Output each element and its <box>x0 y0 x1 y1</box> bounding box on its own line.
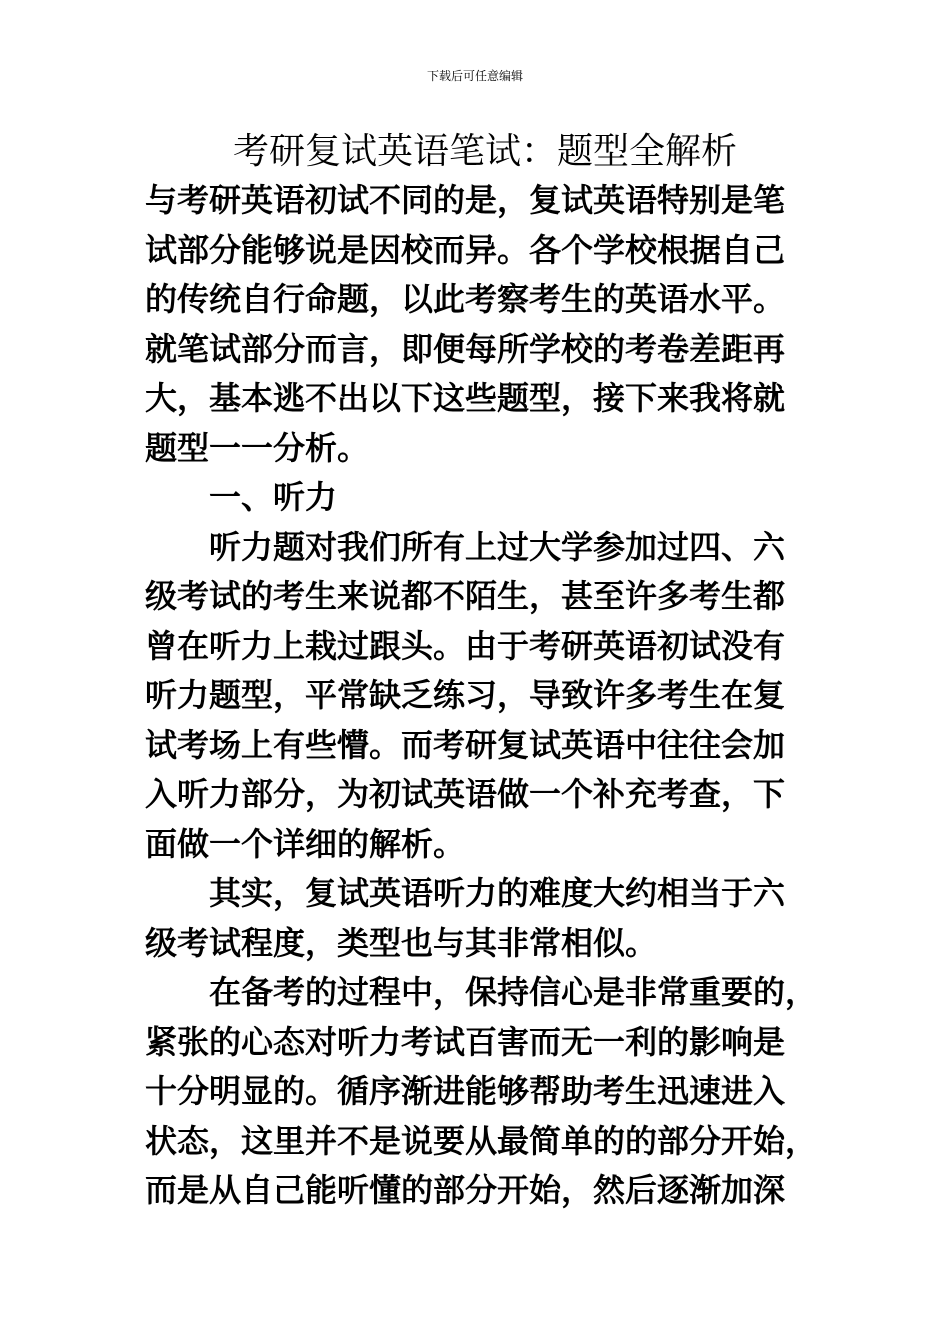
text-line: 听力题对我们所有上过大学参加过四、六 <box>209 527 786 566</box>
header-note: 下载后可任意编辑 <box>426 69 523 83</box>
section-heading: 一、听力 <box>209 478 338 516</box>
body-text <box>145 176 818 1216</box>
text-line: 与考研英语初试不同的是，复试英语特别是笔 <box>145 181 786 219</box>
text-line: 的传统自行命题，以此考察考生的英语水平。 <box>145 280 786 318</box>
text-line: 曾在听力上栽过跟头。由于考研英语初试没有 <box>145 626 786 665</box>
text-line: 大，基本逃不出以下这些题型，接下来我将就 <box>145 379 786 417</box>
text-line: 而是从自己能听懂的部分开始，然后逐渐加深 <box>145 1171 786 1209</box>
text-line: 其实，复试英语听力的难度大约相当于六 <box>209 874 786 912</box>
text-line: 级考试程度，类型也与其非常相似。 <box>145 923 658 962</box>
text-line: 十分明显的。循序渐进能够帮助考生迅速进入 <box>145 1072 786 1110</box>
text-line: 紧张的心态对听力考试百害而无一利的影响是 <box>145 1022 786 1061</box>
text-line: 题型一一分析。 <box>145 428 370 467</box>
text-line: 听力题型，平常缺乏练习，导致许多考生在复 <box>145 676 786 714</box>
text-line: 试考场上有些懵。而考研复试英语中往往会加 <box>145 725 786 764</box>
text-line: 入听力部分，为初试英语做一个补充考查，下 <box>145 775 786 813</box>
text-line: 在备考的过程中，保持信心是非常重要的， <box>209 973 818 1011</box>
text-line: 级考试的考生来说都不陌生，甚至许多考生都 <box>145 577 786 615</box>
document-title: 考研复试英语笔试：题型全解析 <box>232 131 737 172</box>
text-line: 试部分能够说是因校而异。各个学校根据自己 <box>145 230 786 269</box>
text-line: 就笔试部分而言，即便每所学校的考卷差距再 <box>145 329 786 368</box>
text-line: 状态，这里并不是说要从最简单的的部分开始， <box>145 1121 818 1160</box>
text-line: 面做一个详细的解析。 <box>145 824 466 863</box>
